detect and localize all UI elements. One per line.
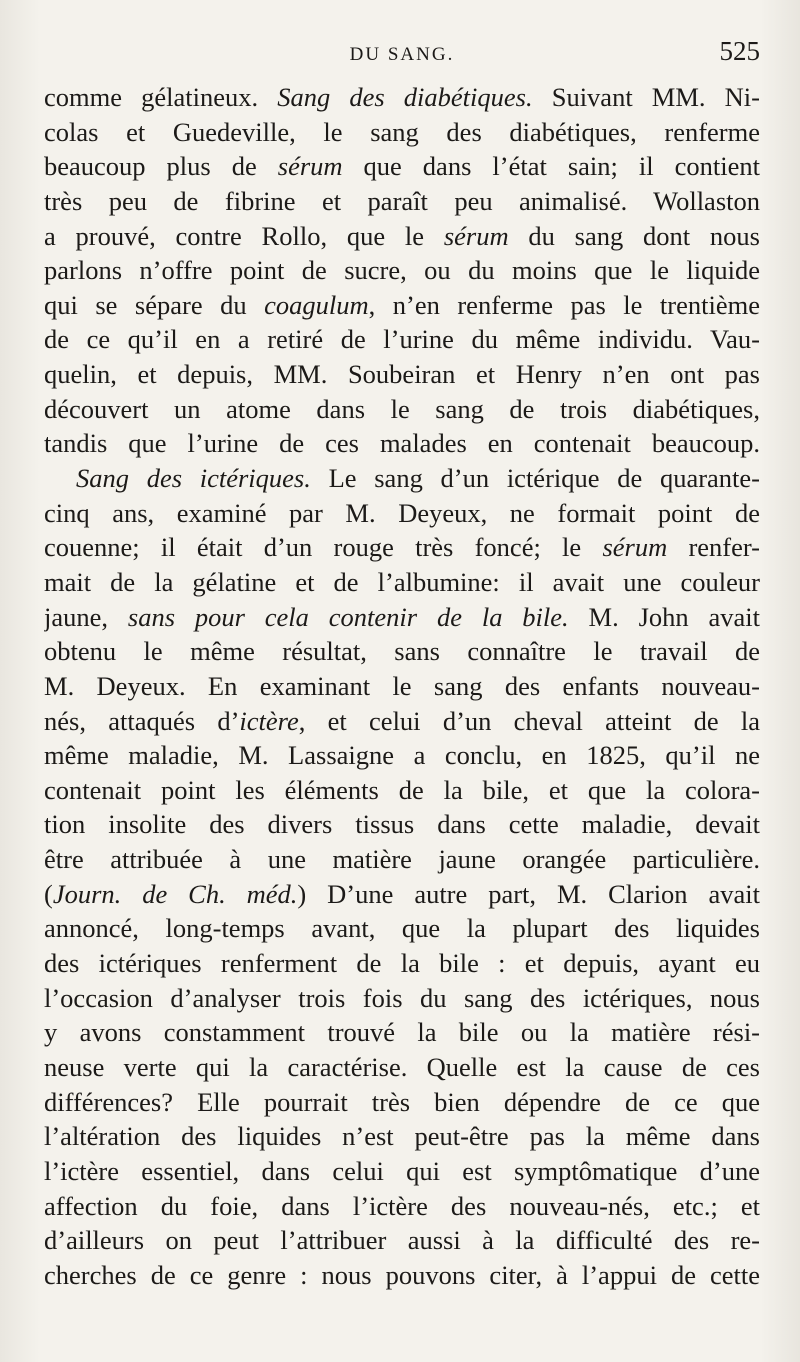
text-segment: cinq ans, examiné par M. Deyeux, ne formait point de — [44, 497, 760, 528]
text-segment: M. John avait — [568, 601, 760, 632]
text-line — [44, 600, 760, 635]
text-line — [44, 634, 760, 669]
text-line — [44, 461, 760, 496]
text-segment: même maladie, M. Lassaigne a conclu, en 1825, qu’il ne — [44, 740, 760, 771]
italic-text: coagulum — [264, 289, 369, 320]
text-line — [44, 981, 760, 1016]
text-segment: d’ailleurs on peut l’attribuer aussi à la difficulté des re- — [44, 1225, 760, 1256]
text-segment: Le sang d’un ictérique de quarante- — [310, 463, 760, 494]
text-line — [44, 946, 760, 981]
text-segment: l’occasion d’analyser trois fois du sang des ictériques, nous — [44, 982, 760, 1013]
italic-text: sérum — [443, 220, 509, 251]
text-segment: mait de la gélatine et de l’albumine: il avait une couleur — [44, 566, 760, 597]
page-header — [44, 30, 760, 70]
text-segment: obtenu le même résultat, sans connaître le travail de — [44, 636, 760, 667]
text-segment: l’altération des liquides n’est peut-être pas la même dans — [44, 1121, 760, 1152]
page-number: 525 — [719, 36, 760, 66]
text-segment: jaune, — [44, 601, 128, 632]
text-line — [44, 1189, 760, 1224]
text-segment: neuse verte qui la caractérise. Quelle est la cause de ces — [44, 1051, 760, 1082]
text-line — [44, 357, 760, 392]
italic-text: Journ. de Ch. méd. — [52, 878, 298, 909]
text-line — [44, 322, 760, 357]
text-segment: affection du foie, dans l’ictère des nouveau-nés, etc.; et — [44, 1190, 760, 1221]
text-segment: ( — [44, 878, 53, 909]
text-segment: a prouvé, contre Rollo, que le — [44, 220, 444, 251]
text-segment: M. Deyeux. En examinant le sang des enfants nouveau- — [44, 670, 760, 701]
text-segment: qui se sépare du — [44, 289, 265, 320]
text-segment: tion insolite des divers tissus dans cette maladie, devait — [44, 809, 760, 840]
text-line — [44, 115, 760, 150]
text-segment: comme gélatineux. — [44, 82, 278, 112]
text-segment: annoncé, long-temps avant, que la plupart des liquides — [44, 913, 760, 944]
italic-text: sérum — [277, 151, 343, 182]
text-segment: très peu de fibrine et paraît peu animalisé. Wollaston — [44, 185, 760, 216]
text-segment: y avons constamment trouvé la bile ou la matière rési- — [44, 1017, 760, 1048]
text-line — [44, 219, 760, 254]
text-segment: beaucoup plus de — [44, 151, 278, 182]
text-segment: être attribuée à une matière jaune orangée particulière. — [44, 844, 760, 875]
text-line — [44, 1050, 760, 1085]
text-line — [44, 1085, 760, 1120]
text-segment: couenne; il était d’un rouge très foncé; le — [44, 532, 603, 563]
text-line — [44, 773, 760, 808]
text-segment: ) D’une autre part, M. Clarion avait — [297, 878, 760, 909]
italic-text: Sang des diabétiques. — [277, 82, 533, 112]
italic-text: sérum — [602, 532, 668, 563]
body-text — [44, 80, 760, 1292]
italic-text: Sang des ictériques. — [76, 463, 311, 494]
text-segment: nés, attaqués d’ — [44, 705, 240, 736]
text-line — [44, 738, 760, 773]
text-line — [44, 80, 760, 115]
text-segment: du sang dont nous — [508, 220, 760, 251]
text-segment: l’ictère essentiel, dans celui qui est symptômatique d’une — [44, 1155, 760, 1186]
text-line — [44, 669, 760, 704]
text-segment: que dans l’état sain; il contient — [342, 151, 760, 182]
text-line — [44, 288, 760, 323]
text-line — [44, 392, 760, 427]
text-segment: parlons n’offre point de sucre, ou du moins que le liquide — [44, 255, 760, 286]
text-line — [44, 911, 760, 946]
text-line — [44, 807, 760, 842]
italic-text: ictère — [239, 705, 299, 736]
text-line — [44, 704, 760, 739]
text-line — [44, 253, 760, 288]
text-line — [44, 496, 760, 531]
text-segment: tandis que l’urine de ces malades en contenait beaucoup. — [44, 428, 760, 459]
text-line — [44, 1154, 760, 1189]
text-segment: différences? Elle pourrait très bien dépendre de ce que — [44, 1086, 760, 1117]
text-segment: découvert un atome dans le sang de trois diabétiques, — [44, 393, 760, 424]
text-line — [44, 877, 760, 912]
text-line — [44, 1119, 760, 1154]
text-line — [44, 530, 760, 565]
text-line — [44, 149, 760, 184]
text-line — [44, 565, 760, 600]
italic-text: sans pour cela contenir de la bile. — [127, 601, 569, 632]
text-segment: des ictériques renferment de la bile : et depuis, ayant eu — [44, 948, 760, 979]
text-segment: de ce qu’il en a retiré de l’urine du même individu. Vau- — [44, 324, 760, 355]
text-line — [44, 1258, 760, 1293]
text-segment: , n’en renferme pas le trentième — [368, 289, 760, 320]
text-segment: Suivant MM. Ni- — [532, 82, 760, 112]
text-segment: contenait point les éléments de la bile, et que la colora- — [44, 774, 760, 805]
text-segment: colas et Guedeville, le sang des diabétiques, renferme — [44, 116, 760, 147]
text-line — [44, 1015, 760, 1050]
text-line — [44, 1223, 760, 1258]
text-segment: , et celui d’un cheval atteint de la — [298, 705, 760, 736]
text-segment: quelin, et depuis, MM. Soubeiran et Henry n’en ont pas — [44, 359, 760, 390]
text-line — [44, 184, 760, 219]
text-line — [44, 842, 760, 877]
running-head: DU SANG. — [349, 44, 455, 65]
text-segment: cherches de ce genre : nous pouvons citer, à l’appui de cette — [44, 1259, 760, 1290]
text-line — [44, 426, 760, 461]
text-segment: renfer- — [667, 532, 760, 563]
